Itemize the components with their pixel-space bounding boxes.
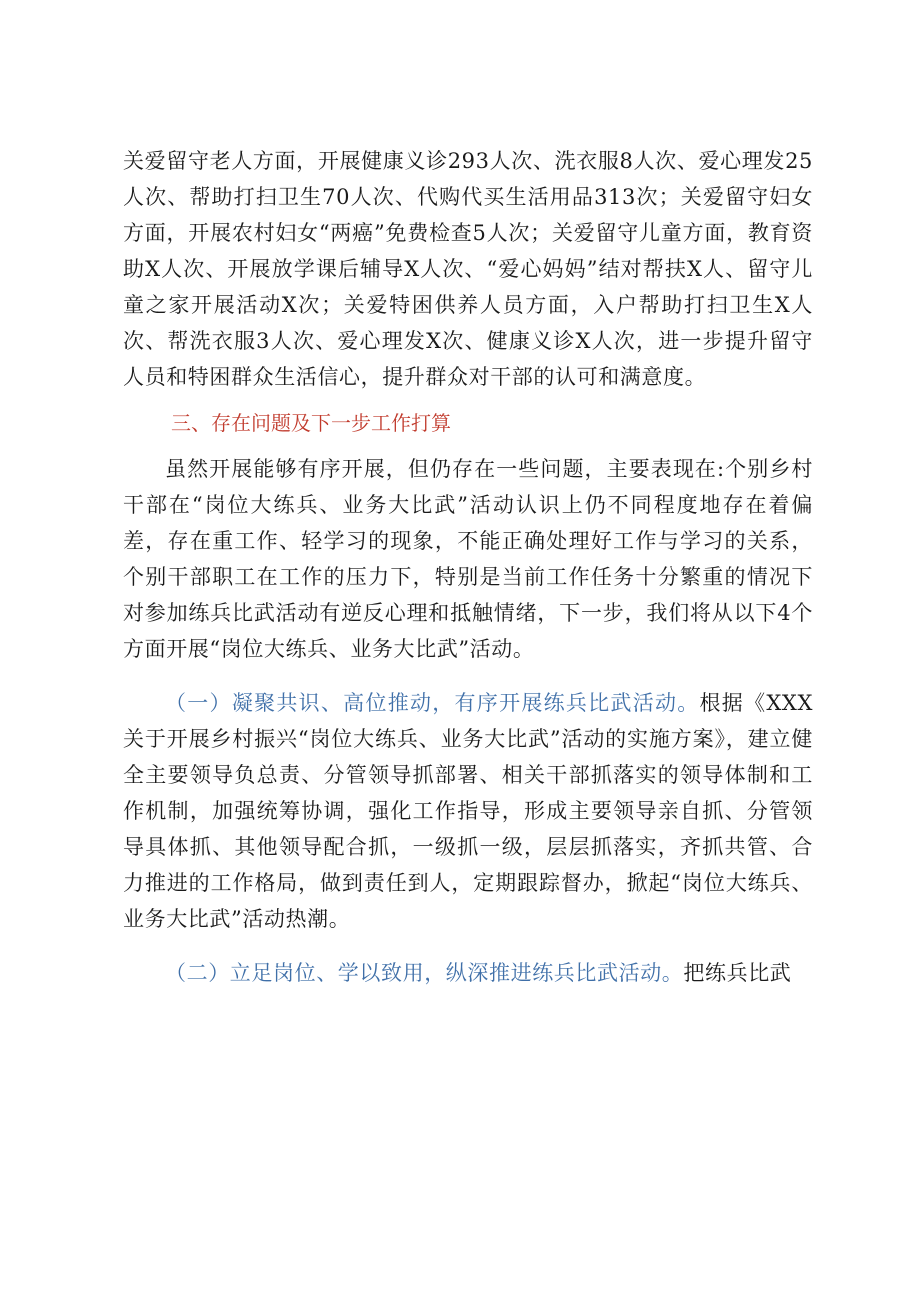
item-2-title: （二）立足岗位、学以致用，纵深推进练兵比武活动。 [165,961,684,985]
item-2-body: 把练兵比武 [683,961,792,985]
paragraph-item-1 [123,685,813,937]
paragraph-item-2 [123,955,813,991]
paragraph-problems: 虽然开展能够有序开展，但仍存在一些问题，主要表现在:个别乡村干部在“岗位大练兵、业务大比武”活动认识上仍不同程度地存在着偏差，存在重工作、轻学习的现象，不能正确处理好工作与学习的关系，个别干部职工在工作的压力下，特别是当前工作任务十分繁重的情况下对参加练兵比武活动有逆反心理和抵触情绪，下一步，我们将从以下4个方面开展“岗位大练兵、业务大比武”活动。 [123,457,813,661]
item-1-title: （一）凝聚共识、高位推动，有序开展练兵比武活动。 [165,691,700,715]
document-page [123,143,813,991]
paragraph-care-statistics: 关爱留守老人方面，开展健康义诊293人次、洗衣服8人次、爱心理发25人次、帮助打扫卫生70人次、代购代买生活用品313次；关爱留守妇女方面，开展农村妇女“两癌”免费检查5人次；关爱留守儿童方面，教育资助X人次、开展放学课后辅导X人次、“爱心妈妈”结对帮扶X人、留守儿童之家开展活动X次；关爱特困供养人员方面，入户帮助打扫卫生X人次、帮洗衣服3人次、爱心理发X次、健康义诊X人次，进一步提升留守人员和特困群众生活信心，提升群众对干部的认可和满意度。 [123,149,813,389]
section-heading-problems: 三、存在问题及下一步工作打算 [171,411,451,435]
item-1-body: 根据《XXX关于开展乡村振兴“岗位大练兵、业务大比武”活动的实施方案》，建立健全主要领导负总责、分管领导抓部署、相关干部抓落实的领导体制和工作机制，加强统筹协调，强化工作指导，形成主要领导亲自抓、分管领导具体抓、其他领导配合抓，一级抓一级，层层抓落实，齐抓共管、合力推进的工作格局，做到责任到人，定期跟踪督办，掀起“岗位大练兵、业务大比武”活动热潮。 [123,691,813,931]
